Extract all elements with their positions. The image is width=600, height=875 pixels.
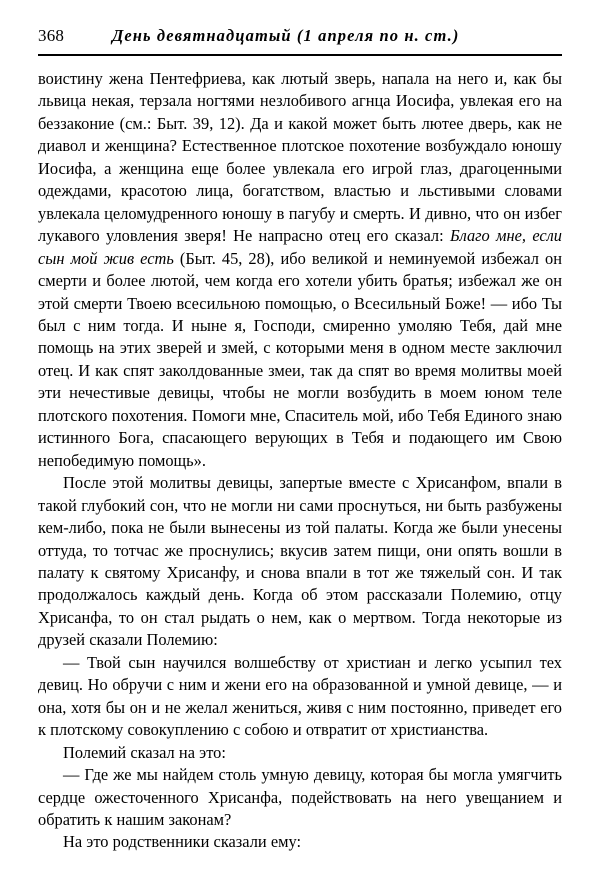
- paragraph: — Твой сын научился волшебству от христиан и легко усыпил тех девиц. Но обручи с ним и жени его на образованной и умной девице, — и она, хотя бы он и не желал жениться, живя с ним постоянно, приведет его к плотскому совокуплению с собою и отвратит от христианства.: [38, 652, 562, 740]
- paragraph: — Где же мы найдем столь умную девицу, которая бы могла умягчить сердце ожесточенного Хрисанфа, подействовать на него увещанием и обратить к нашим законам?: [38, 765, 562, 829]
- paragraph: Полемий сказал на это:: [63, 742, 226, 762]
- running-title: День девятнадцатый (1 апреля по н. ст.): [112, 26, 460, 45]
- body-text-column: [38, 68, 562, 854]
- page-number: 368: [38, 26, 65, 45]
- scripture-quote: Благо мне, если сын мой жив есть: [38, 226, 562, 268]
- running-header: [38, 26, 562, 52]
- paragraph: После этой молитвы девицы, запертые вместе с Хрисанфом, впали в такой глубокий сон, что не могли ни сами проснуться, ни быть разбужены кем-либо, пока не были вынесены из той палаты. Когда же были унесены оттуда, то тотчас же проснулись; вкусив затем пищи, они опять вошли в палату к святому Хрисанфу, и снова впали в тот же тяжелый сон. И так продолжалось каждый день. Когда об этом рассказали Полемию, отцу Хрисанфа, то он стал рыдать о нем, как о мертвом. Тогда некоторые из друзей сказали Полемию:: [38, 473, 562, 650]
- header-rule-divider: [38, 54, 562, 56]
- paragraph: воистину жена Пентефриева, как лютый зверь, напала на него и, как бы львица некая, терзала ногтями незлобивого агнца Иосифа, увлекая его на беззаконие (см.: Быт. 39, 12). Да и какой может быть лютее дверь, как не диавол и женщина? Естественное плотское похотение возбуждало юношу Иосифа, а женщина еще более увлекала его игрой глаз, драгоценными одеждами, красотою лица, богатством, властью и льстивыми словами увлекала целомудренного юношу в пагубу и смерть. И дивно, что он избег лукавого уловления зверя! Не напрасно отец его сказал: Благо мне, если сын мой жив есть (Быт. 45, 28), ибо великой и неминуемой избежал он смерти и более лютой, чем когда его хотели убить братья; избежал же он этой смерти Твоею всесильною помощью, о Всесильный Боже! — ибо Ты был с ним тогда. И ныне я, Господи, смиренно умоляю Тебя, дай мне помощь на этих зверей и змей, с которыми меня в одном месте заключил отец. И как спят заколдованные змеи, так да спят во время молитвы моей эти нечестивые девицы, чтобы не могли возбудить в моем юном теле плотского похотения. Помоги мне, Спаситель мой, ибо Тебя Единого знаю истинного Бога, спасающего верующих в Тебя и подающего им Свою непобедимую помощь».: [38, 69, 562, 470]
- paragraph: На это родственники сказали ему:: [63, 832, 302, 852]
